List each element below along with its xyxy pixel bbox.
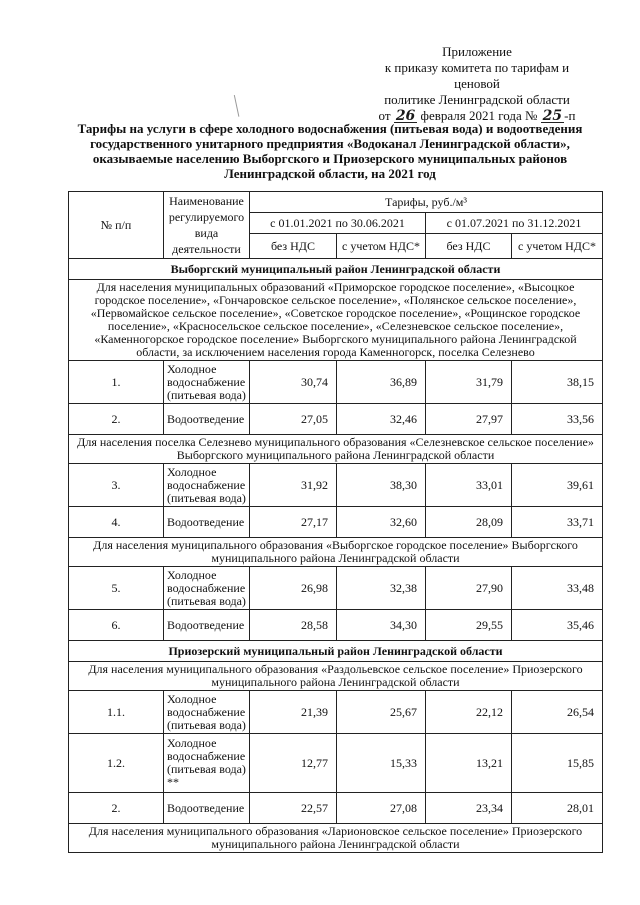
row-number: 2. xyxy=(69,404,164,435)
order-number-handwritten: 25 xyxy=(542,108,563,124)
value-period1-with-vat: 25,67 xyxy=(337,691,426,734)
value-period1-with-vat: 38,30 xyxy=(337,464,426,507)
table-row xyxy=(69,691,603,734)
appendix-block xyxy=(362,44,592,124)
value-period2-no-vat: 27,90 xyxy=(426,567,512,610)
row-number: 6. xyxy=(69,610,164,641)
value-period1-no-vat: 26,98 xyxy=(250,567,337,610)
document-title: Тарифы на услуги в сфере холодного водоснабжения (питьевая вода) и водоотведения государственного унитарного предприятия «Водоканал Ленинградской области», оказываемые населению Выборгского и Приозерского муниципальных районов Ленинградской области, на 2021 год xyxy=(77,121,583,181)
value-period1-no-vat: 27,17 xyxy=(250,507,337,538)
value-period2-with-vat: 33,56 xyxy=(512,404,603,435)
value-period1-with-vat: 15,33 xyxy=(337,734,426,793)
header-no-vat-1: без НДС xyxy=(250,234,337,259)
row-number: 2. xyxy=(69,793,164,824)
row-number: 1.1. xyxy=(69,691,164,734)
table-row xyxy=(69,361,603,404)
value-period1-no-vat: 27,05 xyxy=(250,404,337,435)
district-header: Приозерский муниципальный район Ленинградской области xyxy=(69,641,603,662)
row-service: Холодное водоснабжение (питьевая вода) xyxy=(164,361,250,404)
value-period2-no-vat: 33,01 xyxy=(426,464,512,507)
value-period2-with-vat: 33,71 xyxy=(512,507,603,538)
table-row xyxy=(69,734,603,793)
appendix-committee: политике Ленинградской области xyxy=(384,92,570,107)
table-row xyxy=(69,793,603,824)
value-period2-no-vat: 22,12 xyxy=(426,691,512,734)
group-caption: Для населения муниципального образования «Ларионовское сельское поселение» Приозерского муниципального района Ленинградской области xyxy=(69,824,603,853)
table-row xyxy=(69,404,603,435)
row-number: 1. xyxy=(69,361,164,404)
row-service: Холодное водоснабжение (питьевая вода) xyxy=(164,691,250,734)
appendix-label: Приложение xyxy=(442,44,512,59)
row-number: 3. xyxy=(69,464,164,507)
value-period1-no-vat: 30,74 xyxy=(250,361,337,404)
value-period1-no-vat: 28,58 xyxy=(250,610,337,641)
row-number: 5. xyxy=(69,567,164,610)
value-period2-with-vat: 28,01 xyxy=(512,793,603,824)
value-period2-with-vat: 33,48 xyxy=(512,567,603,610)
table-row xyxy=(69,464,603,507)
appendix-order-ref: к приказу комитета по тарифам и ценовой xyxy=(384,60,570,91)
table-row xyxy=(69,567,603,610)
date-prefix: от xyxy=(378,108,391,123)
value-period1-no-vat: 31,92 xyxy=(250,464,337,507)
header-activity: Наименование регулируемого вида деятельности xyxy=(164,192,250,259)
value-period1-no-vat: 22,57 xyxy=(250,793,337,824)
row-service: Водоотведение xyxy=(164,793,250,824)
group-caption: Для населения муниципального образования «Раздольевское сельское поселение» Приозерского муниципального района Ленинградской области xyxy=(69,662,603,691)
value-period2-no-vat: 13,21 xyxy=(426,734,512,793)
value-period2-with-vat: 15,85 xyxy=(512,734,603,793)
pen-mark xyxy=(234,93,247,116)
value-period2-no-vat: 29,55 xyxy=(426,610,512,641)
row-number: 1.2. xyxy=(69,734,164,793)
row-service: Холодное водоснабжение (питьевая вода) ** xyxy=(164,734,250,793)
value-period2-with-vat: 35,46 xyxy=(512,610,603,641)
header-no-vat-2: без НДС xyxy=(426,234,512,259)
header-period-2: с 01.07.2021 по 31.12.2021 xyxy=(426,213,603,234)
value-period2-no-vat: 27,97 xyxy=(426,404,512,435)
value-period1-no-vat: 21,39 xyxy=(250,691,337,734)
row-service: Водоотведение xyxy=(164,610,250,641)
value-period2-with-vat: 39,61 xyxy=(512,464,603,507)
value-period2-no-vat: 31,79 xyxy=(426,361,512,404)
row-service: Холодное водоснабжение (питьевая вода) xyxy=(164,567,250,610)
header-num: № п/п xyxy=(69,192,164,259)
tariff-table-body xyxy=(69,259,603,853)
tariff-table xyxy=(68,191,603,853)
table-row xyxy=(69,610,603,641)
header-with-vat-2: с учетом НДС* xyxy=(512,234,603,259)
value-period1-with-vat: 27,08 xyxy=(337,793,426,824)
header-period-1: с 01.01.2021 по 30.06.2021 xyxy=(250,213,426,234)
row-number: 4. xyxy=(69,507,164,538)
table-row xyxy=(69,507,603,538)
group-caption: Для населения поселка Селезнево муниципального образования «Селезневское сельское поселение» Выборгского муниципального района Ленинградской области xyxy=(69,435,603,464)
header-with-vat-1: с учетом НДС* xyxy=(337,234,426,259)
value-period1-with-vat: 32,60 xyxy=(337,507,426,538)
header-tariffs: Тарифы, руб./м³ xyxy=(250,192,603,213)
value-period2-with-vat: 26,54 xyxy=(512,691,603,734)
value-period1-with-vat: 32,38 xyxy=(337,567,426,610)
value-period2-no-vat: 28,09 xyxy=(426,507,512,538)
value-period1-with-vat: 32,46 xyxy=(337,404,426,435)
district-header: Выборгский муниципальный район Ленинградской области xyxy=(69,259,603,280)
group-caption: Для населения муниципального образования «Выборгское городское поселение» Выборгского муниципального района Ленинградской области xyxy=(69,538,603,567)
row-service: Водоотведение xyxy=(164,507,250,538)
value-period1-no-vat: 12,77 xyxy=(250,734,337,793)
value-period1-with-vat: 36,89 xyxy=(337,361,426,404)
group-caption: Для населения муниципальных образований «Приморское городское поселение», «Высоцкое городское поселение», «Гончаровское сельское поселение», «Полянское сельское поселение», «Первомайское сельское поселение», «Советское городское поселение», «Рощинское городское поселение», «Красносельское сельское поселение», «Селезневское сельское поселение», «Каменногорское городское поселение» Выборгского муниципального района Ленинградской области, за исключением населения города Каменногорск, поселка Селезнево xyxy=(69,280,603,361)
date-day-handwritten: 26 xyxy=(395,108,416,124)
value-period2-no-vat: 23,34 xyxy=(426,793,512,824)
value-period1-with-vat: 34,30 xyxy=(337,610,426,641)
date-rest: февраля 2021 года № xyxy=(420,108,538,123)
value-period2-with-vat: 38,15 xyxy=(512,361,603,404)
row-service: Холодное водоснабжение (питьевая вода) xyxy=(164,464,250,507)
row-service: Водоотведение xyxy=(164,404,250,435)
number-suffix: -п xyxy=(564,108,576,123)
